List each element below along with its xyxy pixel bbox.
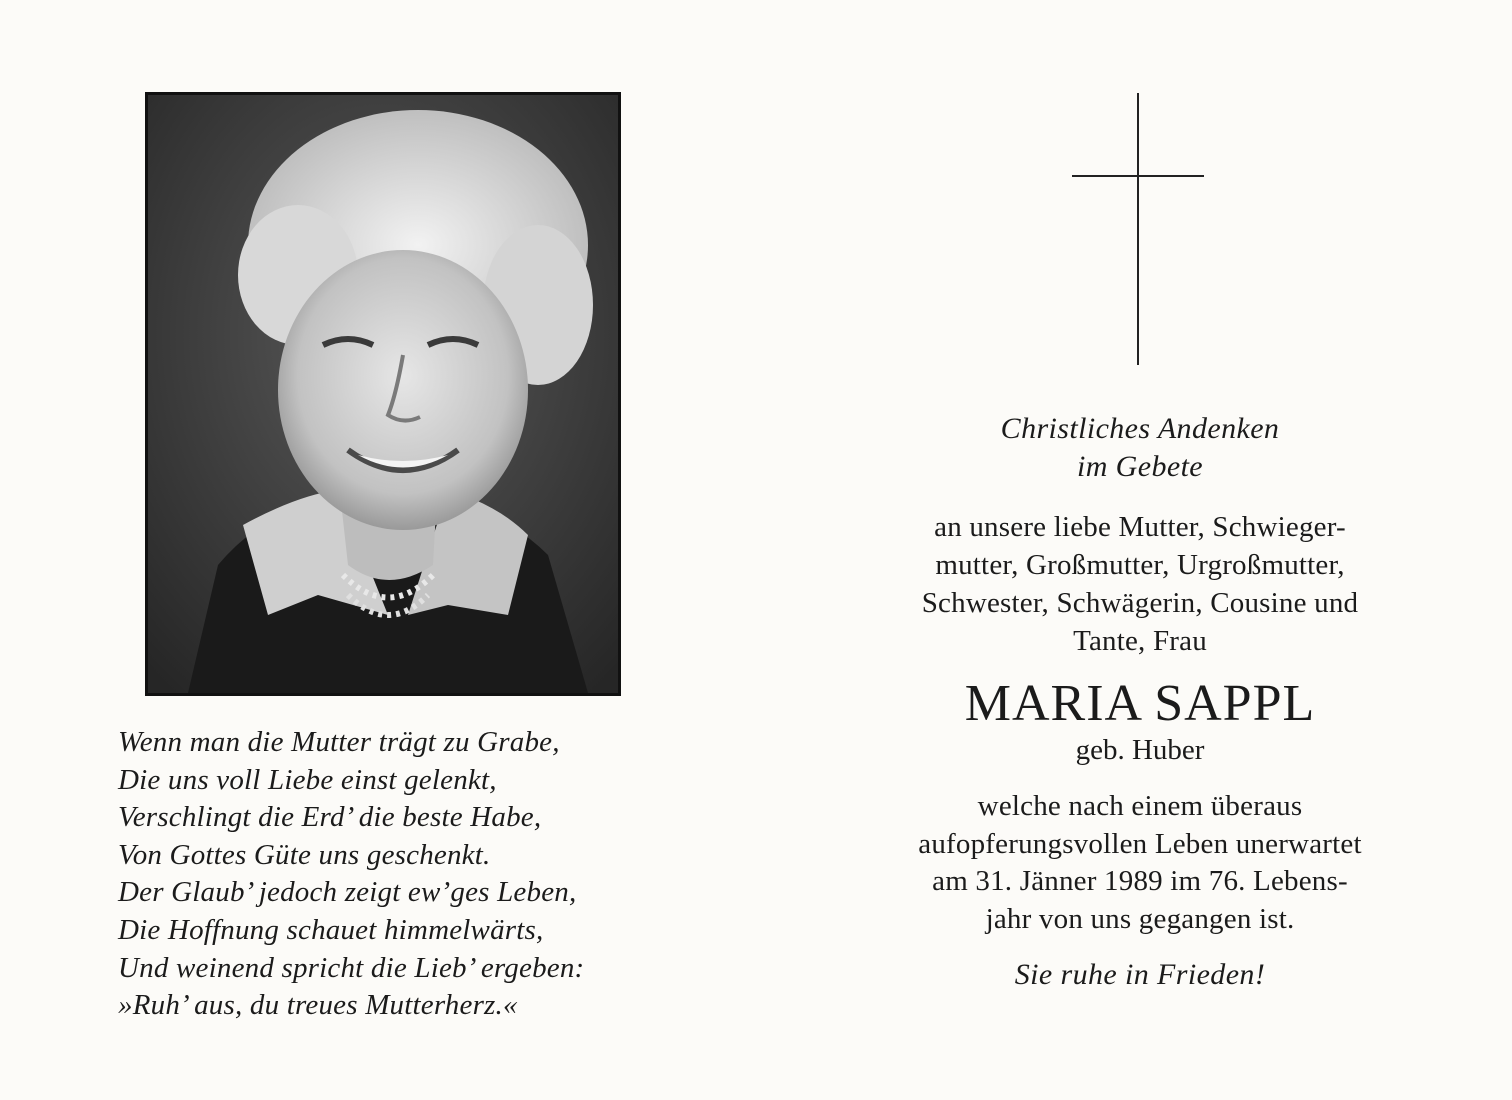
- heading: [840, 410, 1440, 486]
- poem-line: Die Hoffnung schauet himmelwärts,: [118, 913, 544, 946]
- dedication-line: Tante, Frau: [1073, 625, 1207, 657]
- passing-line: welche nach einem überaus: [977, 790, 1303, 822]
- dedication-line: an unsere liebe Mutter, Schwieger-: [934, 511, 1346, 543]
- memorial-text: [840, 410, 1440, 994]
- poem-line: Von Gottes Güte uns geschenkt.: [118, 838, 491, 871]
- dedication-line: Schwester, Schwägerin, Cousine und: [921, 587, 1359, 619]
- poem-line: Die uns voll Liebe einst gelenkt,: [118, 763, 497, 796]
- heading-line-1: Christliches Andenken: [1000, 412, 1280, 445]
- cross-icon: [1072, 93, 1204, 365]
- heading-line-2: im Gebete: [1076, 450, 1204, 483]
- portrait-photo: [145, 92, 621, 696]
- poem: [118, 724, 718, 1025]
- poem-line: »Ruh’ aus, du treues Mutterherz.«: [118, 989, 518, 1022]
- passing-line: aufopferungsvollen Leben unerwartet: [918, 827, 1362, 860]
- dedication: [840, 508, 1440, 660]
- portrait-illustration: [148, 95, 618, 693]
- poem-line: Verschlingt die Erd’ die beste Habe,: [118, 801, 542, 834]
- passing-line: am 31. Jänner 1989 im 76. Lebens-: [932, 865, 1348, 897]
- passing-text: [840, 788, 1440, 938]
- closing-blessing: Sie ruhe in Frieden!: [1014, 958, 1266, 991]
- birth-name: geb. Huber: [1075, 734, 1205, 766]
- dedication-line: mutter, Großmutter, Urgroßmutter,: [935, 549, 1345, 581]
- poem-line: Wenn man die Mutter trägt zu Grabe,: [118, 726, 560, 758]
- passing-line: jahr von uns gegangen ist.: [985, 902, 1295, 935]
- deceased-name: MARIA SAPPL: [964, 675, 1316, 732]
- poem-line: Und weinend spricht die Lieb’ ergeben:: [118, 951, 585, 984]
- cross-horizontal-bar: [1072, 175, 1204, 177]
- cross-vertical-bar: [1137, 93, 1139, 365]
- poem-line: Der Glaub’ jedoch zeigt ew’ges Leben,: [118, 876, 577, 909]
